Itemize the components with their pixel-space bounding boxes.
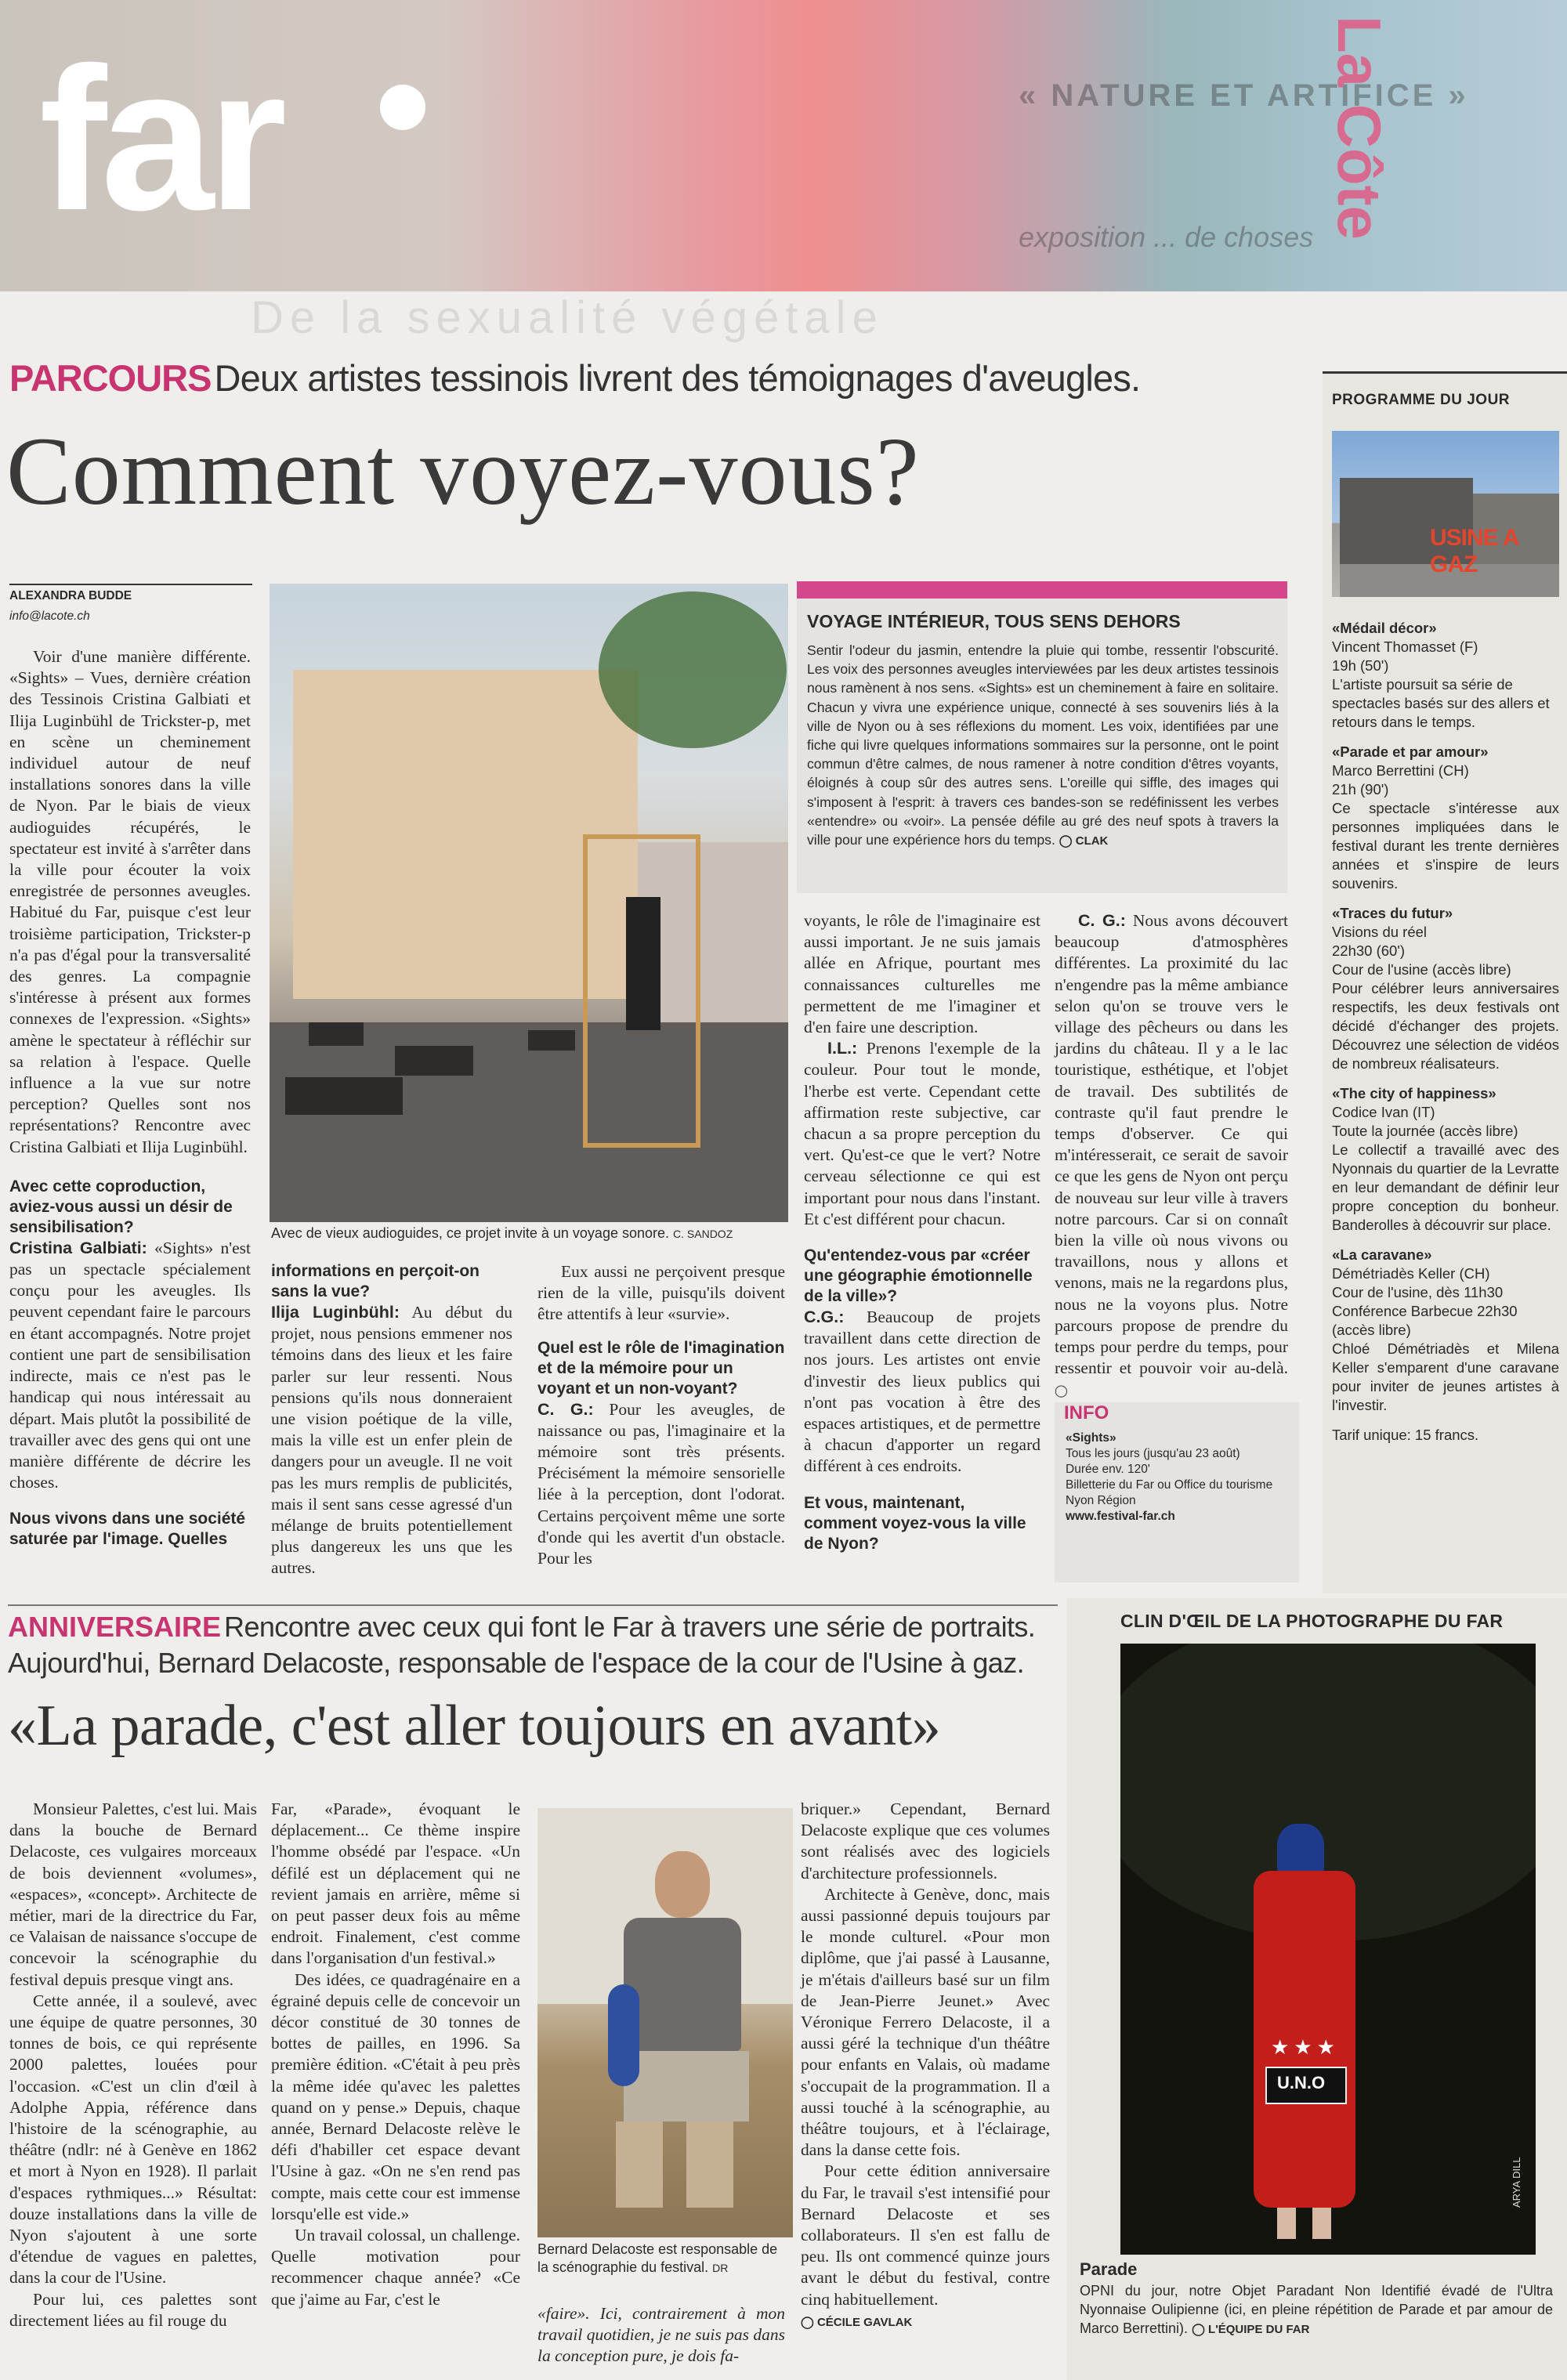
bag-label: U.N.O (1277, 2073, 1326, 2092)
headline-article2: «La parade, c'est aller toujours en avant» (8, 1694, 941, 1758)
article2-col2: Far, «Parade», évoquant le déplacement... Ce thème inspire l'homme obsédé par l'espace. «Un défilé est un déplacement qui ne revient jamais en arrière, même si on peut passer deux fois au même endroit. Finalement, c'est comme dans l'organisation d'un festival.» (271, 1799, 520, 1968)
question-2: Nous vivons dans une société saturée par l'image. Quelles (9, 1510, 246, 1549)
question-2b: informations en perçoit-on sans la vue? (271, 1262, 480, 1300)
article2-col4b: Architecte à Genève, donc, mais aussi passionné depuis toujours par le monde culturel. «Pour mon diplôme, que j'ai passé à Lausanne, je m'étais d'ailleurs basé sur un film de Jean-Pierre Jeunet.» Avec Véronique Ferrero Delacoste, il a aussi géré la technique d'un théâtre pour enfants en Valais, où madame s'occupait de la programmation. Il a aussi touché à la scénographie, au théâtre toujours, et à l'éclairage, dans la danse cette fois. (801, 1884, 1050, 2160)
answer-3: C. G.: Pour les aveugles, de naissance ou pas, l'imaginaire et la mémoire sont très présents. Précisément la mémoire sensorielle liée à la perception, dont l'odorat. Certains perçoivent même une sorte d'onde qui les avertit d'un obstacle. Pour les (537, 1399, 785, 1568)
box-text: Sentir l'odeur du jasmin, entendre la pluie qui tombe, ressentir l'obscurité. Les voix des personnes aveugles interviewées par les deux artistes tessinois nous ramènent à nos sens. «Sights» est un cheminement à faire en solitaire. Chacun y vivra une expérience unique, connecté à ses souvenirs liés à la ville de Nyon ou à ses réflexions du moment. Les voix, identifiées par une fiche qui livre quelques informations sommaires sur la personne, ont le point commun d'être calmes, de nous ramener à notre condition d'êtres voyants, éloignés à coup sûr des autres sens. L'oreille qui siffle, des images qui s'imposent à l'esprit: à travers ces bandes-son se redéfinissent les verbes «entendre» ou «voir». La pensée défile au gré des neuf spots à travers la ville pour une expérience hors du temps. (807, 642, 1279, 848)
info-line-6[interactable]: www.festival-far.ch (1066, 1510, 1175, 1523)
answer-6: C. G.: Nous avons découvert beaucoup d'atmosphères différentes. La proximité du lac n'engendre pas la même ambiance selon qu'on se trouve vers le village des pêcheurs ou dans les jardins du château. Il y a le lac touristique, esthétique, et l'objet de travail. Des subtilités de contraste qu'il faut prendre le temps d'observer. Ce qui m'intéresserait, ce serait de savoir ce que les gens de Nyon ont perçu de nouveau sur leur ville à travers notre parcours. Car si on connaît bien la ville où nous vivons ou travaillons, nous y allons et venons, mais ne la regardons plus, nous ne la voyons plus. Notre parcours propose de prendre du temps pour perdre du temps, pour ressentir et pouvoir voir au-delà. ◯ (1055, 911, 1288, 1398)
answer-4: I.L.: Prenons l'exemple de la couleur. Pour tout le monde, l'herbe est verte. Cependant cette affirmation reste subjective, car chacun a sa propre perception du vert. Qu'est-ce que le vert? Notre cerveau sélectionne ce qui est important pour nous dans l'instant. Et c'est différent pour chacun. (804, 1039, 1041, 1228)
box-sign: ◯ CLAK (1059, 834, 1109, 848)
photo-caption-1: Avec de vieux audioguides, ce projet invite à un voyage sonore. (271, 1225, 669, 1241)
answer-2: Ilija Luginbühl: Au début du projet, nous pensions emmener nos témoins dans des lieux et les faire parler sur leur ressenti. Nous pensions qu'ils nous donneraient une vision poétique de la ville, mais la ville est un enfer plein de dangers pour un aveugle. Il ne voit pas les murs remplis de publicités, mais il sent sans cesse agressé d'un mélange de bruits potentiellement plus dangereux les uns que les autres. (271, 1303, 512, 1578)
clin-title: CLIN D'ŒIL DE LA PHOTOGRAPHE DU FAR (1120, 1611, 1504, 1631)
programme-item: «Médail décor» Vincent Thomasset (F) 19h (50') L'artiste poursuit sa série de spectacles basés sur des allers et retours dans le temps. (1332, 620, 1550, 730)
question-3: Quel est le rôle de l'imagination et de la mémoire pour un voyant et un non-voyant? (537, 1338, 785, 1398)
article2-col4: briquer.» Cependant, Bernard Delacoste explique que ces volumes sont réalisés avec des logiciels d'architecture professionnels. (801, 1799, 1050, 1883)
answer-2b: Eux aussi ne perçoivent presque rien de la ville, puisqu'ils doivent être attentifs à leur «survie». (537, 1262, 785, 1324)
photo-caption-2: Bernard Delacoste est responsable de la scénographie du festival. (537, 2241, 778, 2275)
question-5: Qu'entendez-vous par «créer une géographie émotionnelle de la ville»? (804, 1246, 1033, 1306)
author-email: info@lacote.ch (9, 609, 90, 623)
clin-photo-credit: ARYA DILL (1511, 2157, 1522, 2208)
usine-sign: USINE A GAZ (1430, 525, 1518, 577)
programme-item: «Parade et par amour» Marco Berrettini (CH) 21h (90') Ce spectacle s'intéresse aux personnes impliquées dans le festival durant les trente dernières années et s'inspire de leurs souvenirs. (1332, 743, 1559, 892)
delacoste-photo (537, 1808, 793, 2237)
info-label: INFO (1064, 1402, 1109, 1423)
section-label: La Côte (1325, 16, 1394, 241)
kicker-parcours: PARCOURS (9, 357, 212, 399)
box-title: VOYAGE INTÉRIEUR, TOUS SENS DEHORS (807, 611, 1181, 631)
info-line-3: Durée env. 120' (1066, 1463, 1150, 1476)
article2-col2b: Des idées, ce quadragénaire en a égrainé depuis celle de concevoir un décor constitué de 30 tonnes de bottes de pailles, en 1996. Sa première édition. «C'était à peu près la même idée qu'avec les palettes quand on y pense.» Depuis, chaque année, Bernard Delacoste relève le défi d'habiller cet espace devant l'Usine à gaz. «On ne s'en rend pas compte, mais cette cour est immense lorsqu'elle est vide.» (271, 1969, 520, 2223)
answer-5: C.G.: Beaucoup de projets travaillent dans cette direction de nos jours. Les artistes ont envie d'investir des lieux publics qui n'ont pas vocation à être des espaces artistiques, et de permettre à chacun d'apporter un regard différent à ces endroits. (804, 1308, 1041, 1476)
deck-article2-line1: Rencontre avec ceux qui font le Far à travers une série de portraits. (224, 1611, 1036, 1643)
programme-item: «La caravane» Démétriadès Keller (CH) Cour de l'usine, dès 11h30 Conférence Barbecue 22h30 (accès libre) Chloé Démétriadès et Milena Keller s'emparent d'une caravane pour inviter de jeunes artistes à l'investir. (1332, 1246, 1559, 1413)
far-logo: far (39, 26, 281, 253)
clin-sign: ◯ L'ÉQUIPE DU FAR (1192, 2323, 1310, 2336)
programme-item: «Traces du futur» Visions du réel 22h30 (60') Cour de l'usine (accès libre) Pour célébrer leurs anniversaires respectifs, les deux festivals ont décidé d'échanger des projets. Découvrez une sélection de vidéos de nombreux réalisateurs. (1332, 905, 1559, 1072)
article2-col1: Monsieur Palettes, c'est lui. Mais dans la bouche de Bernard Delacoste, ces vulgaires morceaux de bois deviennent «volumes», «espaces», «concept». Architecte de métier, mari de la directrice du Far, ce Valaisan de naissance s'occupe de concevoir la scénographie du festival depuis presque vingt ans. (9, 1799, 257, 1989)
header-bleed-text: « NATURE ET ARTIFICE » (1019, 78, 1469, 113)
programme-photo (1332, 431, 1559, 597)
header-bleed-text-2: exposition ... de choses (1019, 221, 1314, 253)
author-name: ALEXANDRA BUDDE (9, 589, 132, 602)
article2-col3: «faire». Ici, contrairement à mon travail quotidien, je ne suis pas dans la conception pure, je dois fa- (537, 2304, 785, 2366)
info-line-5: Nyon Région (1066, 1494, 1136, 1507)
programme-price: Tarif unique: 15 francs. (1332, 1427, 1479, 1443)
kicker-anniversaire: ANNIVERSAIRE (8, 1611, 222, 1643)
clin-caption-title: Parade (1080, 2259, 1138, 2279)
article2-sign: ◯ CÉCILE GAVLAK (801, 2315, 913, 2329)
question-6: Et vous, maintenant, comment voyez-vous la ville de Nyon? (804, 1493, 1026, 1553)
question-1: Avec cette coproduction, aviez-vous aussi un désir de sensibilisation? (9, 1177, 233, 1236)
intro-text: Voir d'une manière différente. «Sights» – Vues, dernière création des Tessinois Cristina Galbiati et Ilija Luginbühl de Trickster-p, met en scène un cheminement individuel autour de neuf installations sonores dans la ville de Nyon. Par le biais de vieux audioguides récupérés, le spectateur est invité à s'arrêter dans la ville pour écouter la voix enregistrée de personnes aveugles. Habitué du Far, puisque c'est leur troisième participation, Trickster-p n'a pas d'égal pour la transversalité des genres. La compagnie s'intéresse à présent aux formes connexes de l'expression. «Sights» amène le spectateur à réfléchir sur sa relation à l'espace. Quelle influence a la vue sur notre perception? Quelles sont nos représentations? Rencontre avec Cristina Galbiati et Ilija Luginbühl. (9, 647, 251, 1156)
answer-1: Cristina Galbiati: «Sights» n'est pas un spectacle spécialement conçu pour les aveugles. Ils peuvent cependant faire le parcours en étant accompagnés. Notre projet contient une part de sensibilisation indirecte, mais ce n'est pas le handicap qui nous intéressait au départ. Mais plutôt la possibilité de travailler avec des gens qui ont une manière différente de décrire les choses. (9, 1238, 251, 1492)
info-line-2: Tous les jours (jusqu'au 23 août) (1066, 1447, 1240, 1460)
logo-dot (380, 85, 425, 130)
photo-credit-2: DR (712, 2262, 729, 2274)
photo-credit-1: C. SANDOZ (673, 1228, 733, 1240)
article2-col2c: Un travail colossal, un challenge. Quelle motivation pour recommencer chaque année? «Ce que j'aime au Far, c'est le (271, 2226, 520, 2309)
article2-col4c: Pour cette édition anniversaire du Far, le travail s'est intensifié pour Bernard Delacoste et ses collaborateurs. Il s'en est fallu de peu. Ils ont commencé quinze jours avant le début du festival, contre cinq habituellement. (801, 2161, 1050, 2309)
article2-col1b: Cette année, il a soulevé, avec une équipe de quatre personnes, 30 tonnes de bois, ce qui représente 2000 palettes, louées pour l'occasion. «C'est un clin d'œil à Adolphe Appia, référence dans l'histoire de la scénographie, au théâtre (ndlr: né à Genève en 1862 et mort à Nyon en 1928). Il parlait d'espaces rythmiques...» Résultat: douze installations dans la ville de Nyon s'ajoutent à une sorte d'étendue de vagues en palettes, dans la cour de l'Usine. (9, 1991, 257, 2288)
box-pink-bar (797, 581, 1287, 599)
programme-item: «The city of happiness» Codice Ivan (IT) Toute la journée (accès libre) Le collectif a travaillé avec des Nyonnais du quartier de la Levratte en leur demandant de définir leur propre conception du bonheur. Banderolles à découvrir sur place. (1332, 1085, 1559, 1233)
programme-title: PROGRAMME DU JOUR (1332, 392, 1511, 408)
headline-article1: Comment voyez-vous? (6, 418, 920, 525)
opni-photo: ★★★ U.N.O ARYA DILL (1120, 1644, 1536, 2255)
clin-caption: OPNI du jour, notre Objet Paradant Non Identifié évadé de l'Ultra Nyonnaise Oulipienne (ici, en pleine répétition de Parade et par amour de Marco Berrettini). (1080, 2283, 1553, 2336)
article2-col1c: Pour lui, ces palettes sont directement liées au fil rouge du (9, 2289, 257, 2330)
info-line-1: «Sights» (1066, 1431, 1116, 1445)
deck-article1: Deux artistes tessinois livrent des témoignages d'aveugles. (214, 357, 1141, 399)
answer-3b: voyants, le rôle de l'imaginaire est aussi important. Je ne suis jamais allée en Afrique, pourtant mes connaissances culturelles me permettent de me l'imaginer et d'en faire une description. (804, 911, 1040, 1037)
header-bleed-text-3: De la sexualité végétale (251, 292, 884, 343)
sights-photo (270, 584, 788, 1222)
deck-article2-line2: Aujourd'hui, Bernard Delacoste, responsable de l'espace de la cour de l'Usine à gaz. (8, 1647, 1025, 1679)
info-line-4: Billetterie du Far ou Office du tourisme (1066, 1478, 1273, 1492)
